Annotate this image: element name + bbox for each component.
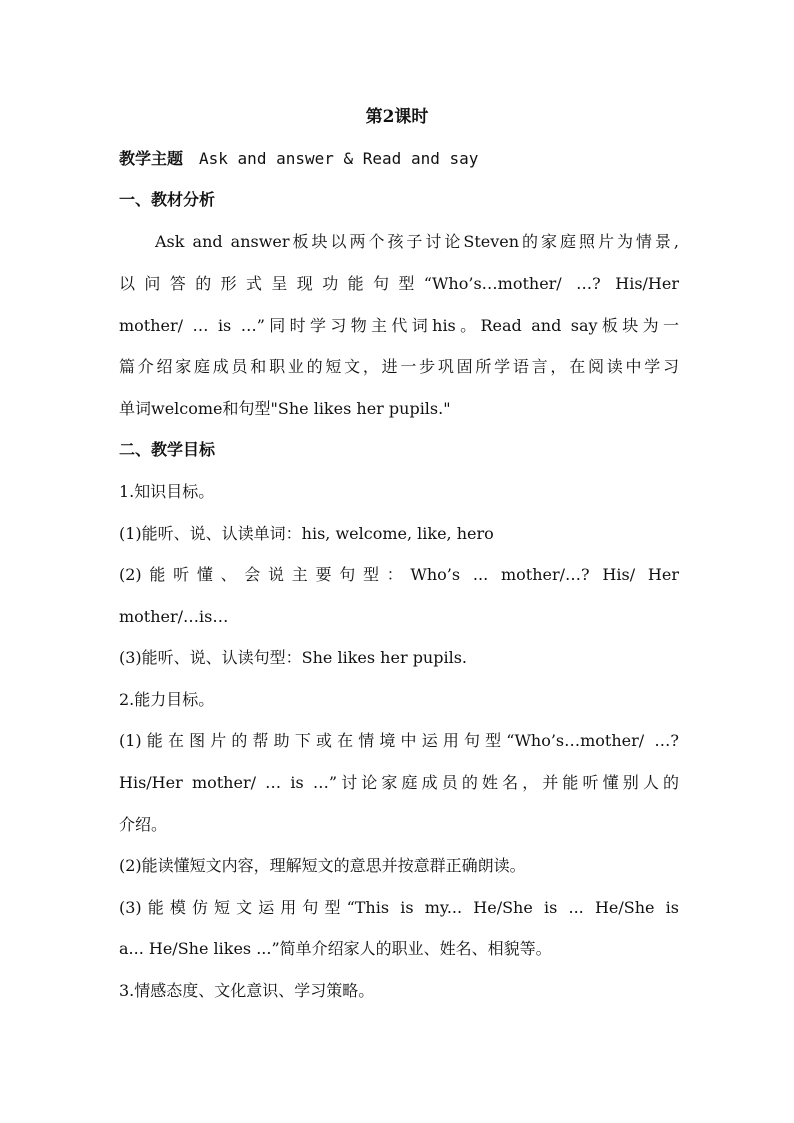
teaching-theme-label: 教学主题	[119, 149, 184, 168]
section-heading-objectives: 二、教学目标	[119, 440, 216, 459]
analysis-line: 单词welcome和句型"She likes her pupils."	[119, 399, 451, 418]
analysis-line: 以问答的形式呈现功能句型“Who’s…mother/ …? His/Her	[119, 274, 679, 293]
knowledge-item: (2)能听懂、会说主要句型：Who’s ... mother/…? His/ Her	[119, 565, 679, 584]
ability-item: 介绍。	[119, 815, 168, 834]
teaching-theme-value: Ask and answer & Read and say	[199, 149, 479, 168]
ability-item: (2)能读懂短文内容，理解短文的意思并按意群正确朗读。	[119, 856, 526, 875]
ability-item: (1)能在图片的帮助下或在情境中运用句型“Who’s…mother/ …?	[119, 731, 679, 750]
knowledge-heading: 1.知识目标。	[119, 482, 215, 501]
analysis-line: 篇介绍家庭成员和职业的短文，进一步巩固所学语言，在阅读中学习	[119, 357, 679, 376]
ability-heading: 2.能力目标。	[119, 690, 215, 709]
ability-item: a... He/She likes ...”简单介绍家人的职业、姓名、相貌等。	[119, 939, 552, 958]
analysis-line: Ask and answer板块以两个孩子讨论Steven的家庭照片为情景,	[155, 232, 679, 251]
knowledge-item: mother/…is…	[119, 607, 229, 626]
analysis-line: mother/ … is …”同时学习物主代词his。Read and say板块为一	[119, 316, 679, 335]
knowledge-item: (3)能听、说、认读句型：She likes her pupils.	[119, 648, 468, 667]
knowledge-item: (1)能听、说、认读单词：his, welcome, like, hero	[119, 524, 494, 543]
section-heading-analysis: 一、教材分析	[119, 190, 216, 209]
ability-item: (3)能模仿短文运用句型“This is my... He/She is ... He/She is	[119, 898, 679, 917]
ability-item: His/Her mother/ … is …”讨论家庭成员的姓名，并能听懂别人的	[119, 773, 679, 792]
teaching-theme	[119, 149, 679, 169]
lesson-title: 第2课时	[365, 107, 429, 127]
emotion-heading: 3.情感态度、文化意识、学习策略。	[119, 981, 375, 1000]
